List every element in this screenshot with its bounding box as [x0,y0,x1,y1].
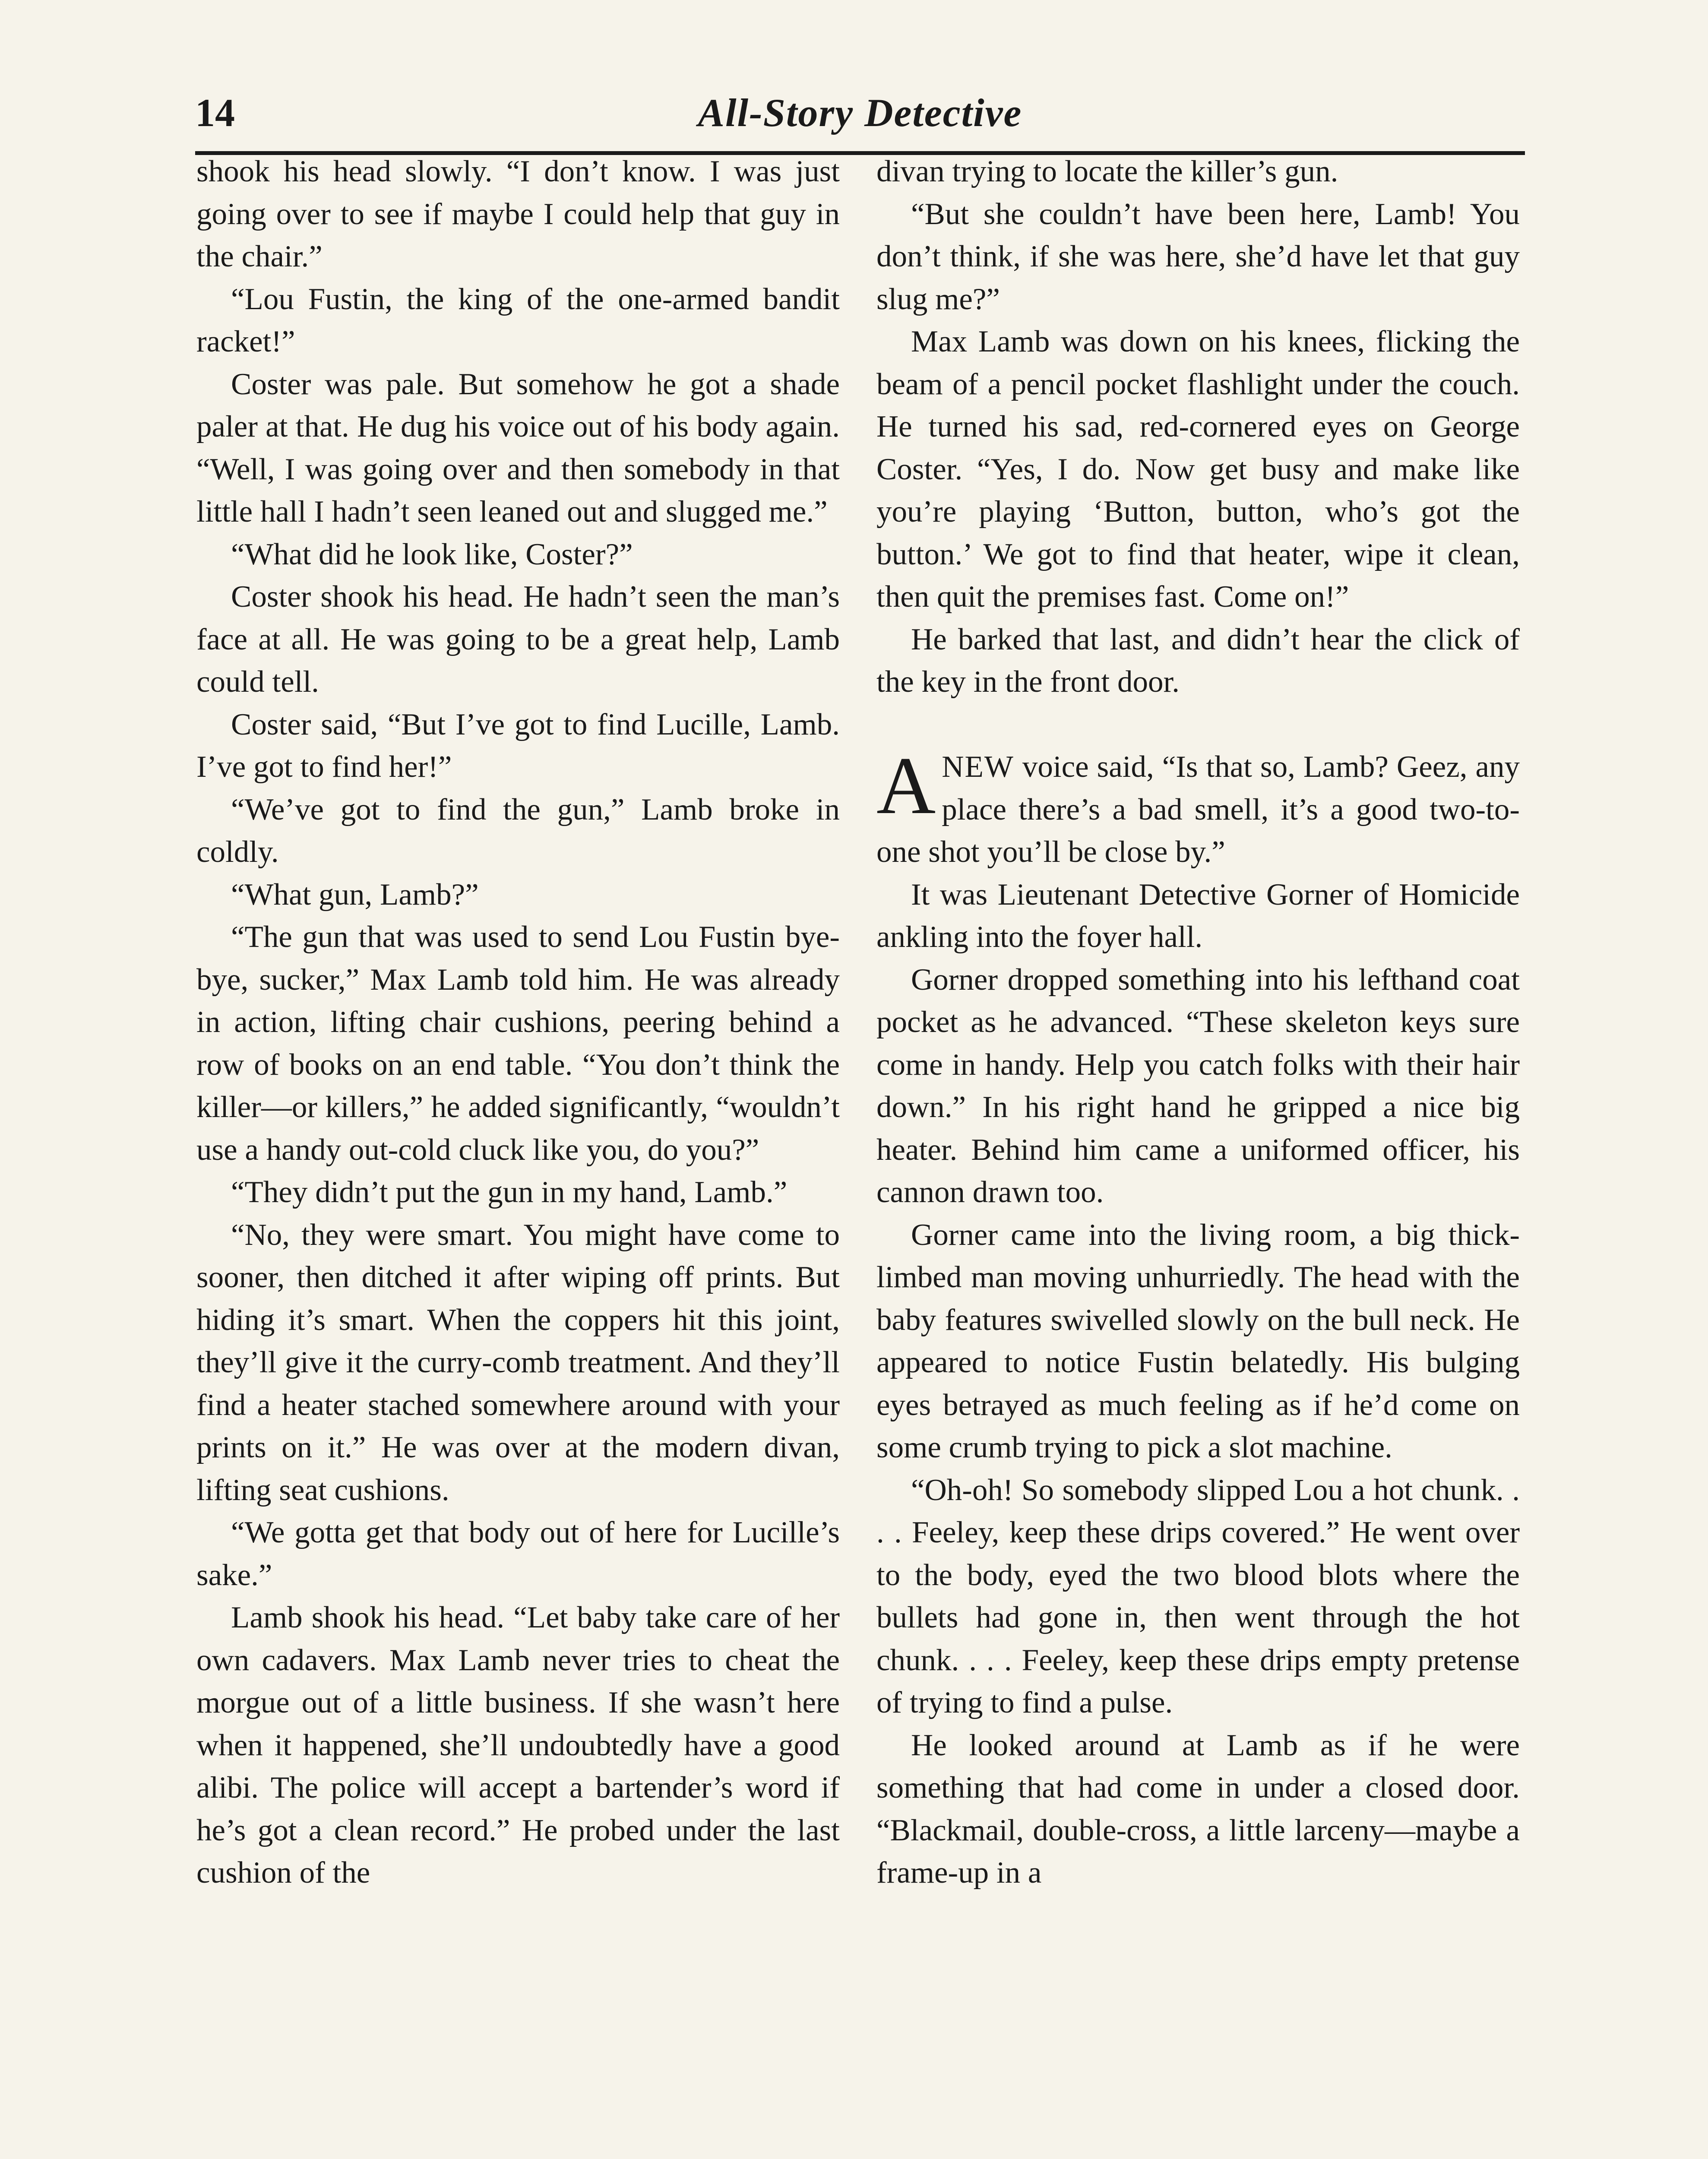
paragraph: divan trying to locate the killer’s gun. [876,155,1338,188]
paragraph: “What did he look like, Coster?” [231,537,633,571]
paragraph: He looked around at Lamb as if he were something that had come in under a closed door. “Blackmail, double-cross, a little larceny—maybe a frame-up in a [876,1728,1520,1890]
dropcap-paragraph [876,741,1520,874]
paragraph: Coster was pale. But somehow he got a shade paler at that. He dug his voice out of his body again. “Well, I was going over and then somebody in that little hall I hadn’t seen leaned out and slugged me.” [196,367,840,529]
paragraph: Max Lamb was down on his knees, flicking the beam of a pencil pocket flashlight under the couch. He turned his sad, red-cornered eyes on George Coster. “Yes, I do. Now get busy and make like you’re playing ‘Button, button, who’s got the button.’ We got to find that heater, wipe it clean, then quit the premises fast. Come on!” [876,325,1520,614]
paragraph: “Lou Fustin, the king of the one-armed bandit racket!” [196,282,840,358]
dropcap-paragraph-text: voice said, “Is that so, Lamb? Geez, any place there’s a bad smell, it’s a good two-to-one shot you’ll be close by.” [876,750,1520,869]
paragraph: Coster said, “But I’ve got to find Lucille, Lamb. I’ve got to find her!” [196,707,840,784]
paragraph: “Oh-oh! So somebody slipped Lou a hot chunk. . . . Feeley, keep these drips covered.” He went over to the body, eyed the two blood blots where the bullets had gone in, then went through the hot chunk. . . . Feeley, keep these drips empty pretense of trying to find a pulse. [876,1473,1520,1719]
paragraph: It was Lieutenant Detective Gorner of Homicide ankling into the foyer hall. [876,877,1520,954]
paragraph: Coster shook his head. He hadn’t seen the man’s face at all. He was going to be a great help, Lamb could tell. [196,580,840,699]
paragraph: “But she couldn’t have been here, Lamb! You don’t think, if she was here, she’d have let that guy slug me?” [876,197,1520,316]
paragraph: “The gun that was used to send Lou Fustin bye-bye, sucker,” Max Lamb told him. He was already in action, lifting chair cushions, peering behind a row of books on an end table. “You don’t think the killer—or killers,” he added significantly, “wouldn’t use a handy out-cold cluck like you, do you?” [196,920,840,1167]
page-number: 14 [195,91,235,135]
paragraph: “They didn’t put the gun in my hand, Lamb.” [231,1175,788,1209]
page-header [195,82,1525,155]
paragraph: Gorner came into the living room, a big thick-limbed man moving unhurriedly. The head with the baby features swivelled slowly on the bull neck. He appeared to notice Fustin belatedly. His bulging eyes betrayed as much feeling as if he’d come on some crumb trying to pick a slot machine. [876,1218,1520,1464]
paragraph: “What gun, Lamb?” [231,877,479,912]
paragraph: “No, they were smart. You might have come to sooner, then ditched it after wiping off prints. But hiding it’s smart. When the coppers hit this joint, they’ll give it the curry-comb treatment. And they’ll find a heater stached somewhere around with your prints on it.” He was over at the modern divan, lifting seat cushions. [196,1218,840,1507]
paragraph: He barked that last, and didn’t hear the click of the key in the front door. [876,622,1520,699]
paragraph: shook his head slowly. “I don’t know. I was just going over to see if maybe I could help that guy in the chair.” [196,155,840,273]
running-head-title: All-Story Detective [698,91,1022,135]
left-column [196,150,840,2159]
paragraph: “We gotta get that body out of here for Lucille’s sake.” [196,1516,840,1592]
paragraph: “We’ve got to find the gun,” Lamb broke in coldly. [196,792,840,869]
right-column [876,150,1520,2159]
paragraph: Gorner dropped something into his lefthand coat pocket as he advanced. “These skeleton keys sure come in handy. Help you catch folks with their hair down.” In his right hand he gripped a nice big heater. Behind him came a uniformed officer, his cannon drawn too. [876,962,1520,1209]
drop-cap-letter: A [876,741,936,831]
paragraph: Lamb shook his head. “Let baby take care of her own cadavers. Max Lamb never tries to cheat the morgue out of a little business. If she wasn’t here when it happened, she’ll undoubtedly have a good alibi. The police will accept a bartender’s word if he’s got a clean record.” He probed under the last cushion of the [196,1601,840,1890]
dropcap-word: NEW [942,750,1014,784]
